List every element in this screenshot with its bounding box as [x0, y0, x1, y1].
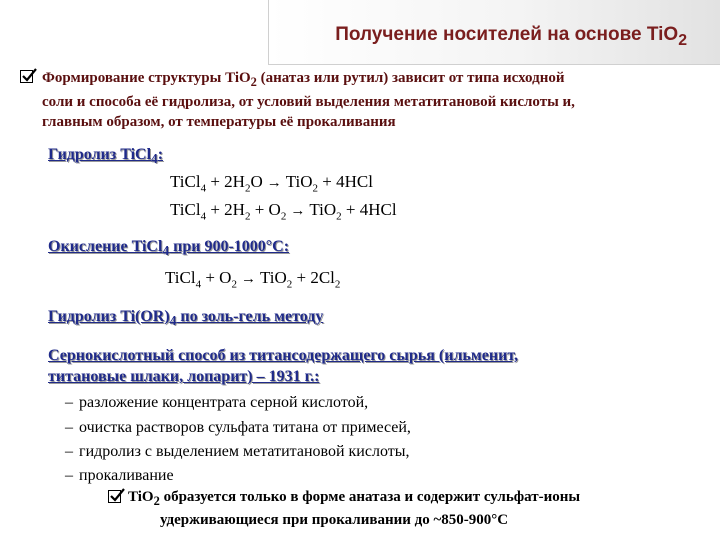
list-item: – разложение концентрата серной кислотой, — [65, 394, 369, 411]
title-banner — [268, 0, 720, 65]
right-arrow-icon: → — [240, 271, 256, 287]
intro-line-2: соли и способа её гидролиза, от условий выделения метатитановой кислоты и, — [42, 94, 575, 110]
list-item: – очистка растворов сульфата титана от примесей, — [65, 419, 411, 436]
equation-oxidation: TiCl$_4$ + $O_2 \to TiO_2 + 2Cl_2$ — [165, 268, 341, 291]
anatase-note-line-2: удерживающиеся при прокаливании до ~850-900°С — [160, 512, 509, 528]
heading-hydrolysis-ticl4: Гидролиз TiCl$_4$: — [48, 146, 164, 167]
heading-sulfuric-line-1: Сернокислотный способ из титансодержащего сырья (ильменит, — [48, 347, 518, 364]
equation-hydrolysis-1: TiCl$_4$ + $2H_2O \to TiO_2 + 4HCl$ — [170, 172, 373, 195]
heading-sulfuric-line-2: титановые шлаки, лопарит) – 1931 г.: — [48, 368, 320, 385]
intro-paragraph: Формирование структуры TiO$_2$ (анатаз или рутил) зависит от типа исходной соли и способа её гидролиза, от условий выделения метатитановой кислоты и, главным образом, от температуры её прокаливания — [42, 68, 702, 132]
list-item: – прокаливание — [65, 467, 174, 484]
equation-hydrolysis-2: TiCl$_4$ + $2H_2 + O_2 \to TiO_2 + 4HCl$ — [170, 200, 397, 223]
title-text: Получение носителей на основе TiO — [335, 24, 679, 45]
checkbox-checked-icon — [20, 70, 33, 83]
intro-line-3: главным образом, от температуры её прокаливания — [42, 114, 396, 130]
right-arrow-icon: → — [290, 203, 306, 219]
checkbox-checked-icon — [108, 490, 121, 503]
heading-oxidation-ticl4: Окисление TiCl$_4$ при 900-1000°С: — [48, 238, 290, 259]
title-subscript: 2 — [678, 31, 687, 49]
heading-sol-gel: Гидролиз $Ti(OR)_4$ по золь-гель методу — [48, 308, 324, 329]
right-arrow-icon: → — [266, 175, 282, 191]
anatase-note: TiO$_2$ образуется только в форме анатаза и содержит сульфат-ионы удерживающиеся при прокаливании до ~850-900°С — [128, 489, 581, 528]
list-item: – гидролиз с выделением метатитановой кислоты, — [65, 443, 410, 460]
slide-title — [335, 24, 687, 50]
